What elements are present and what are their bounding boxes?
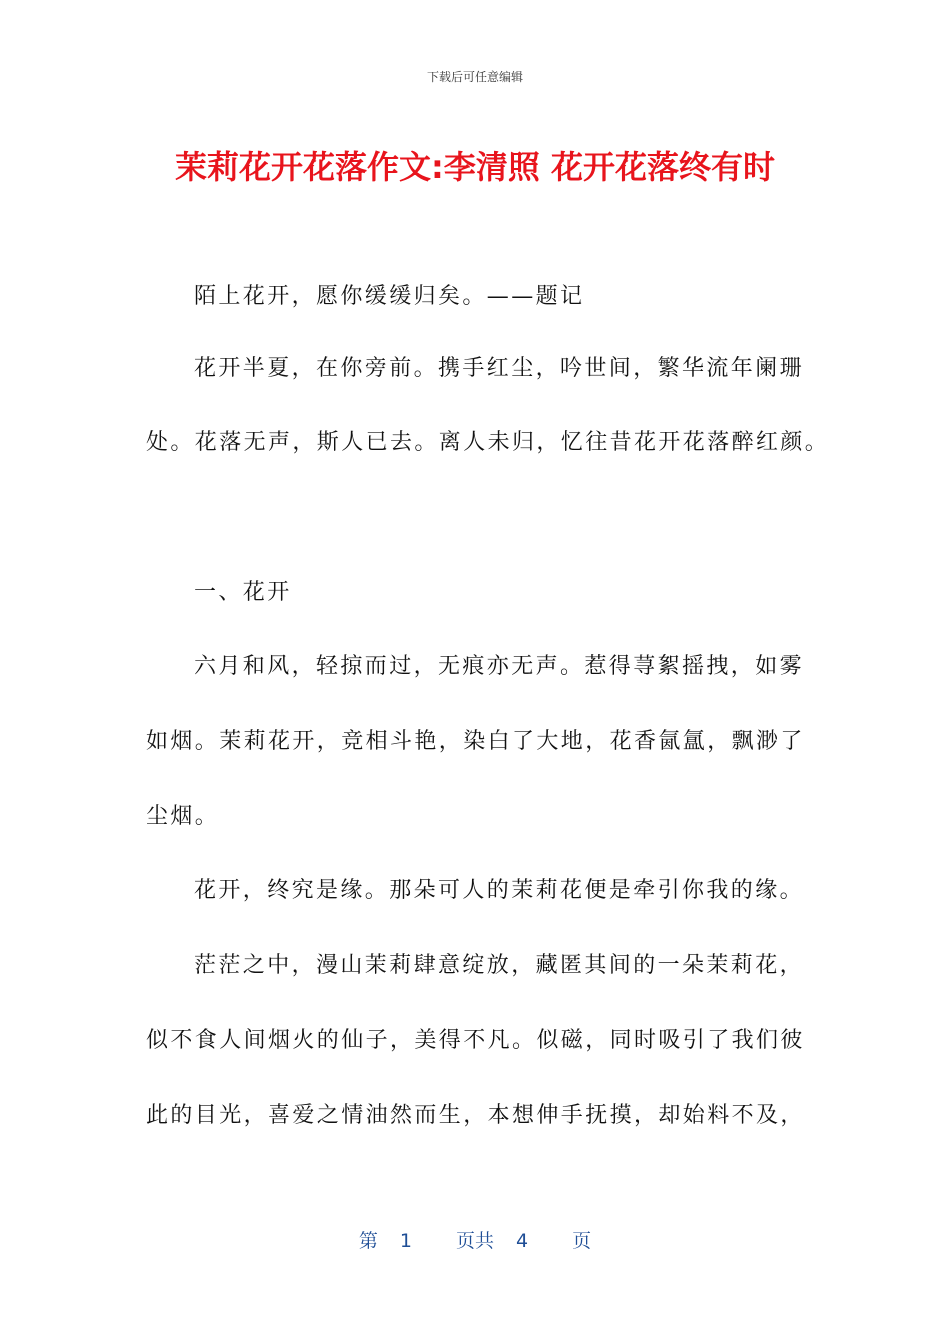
paragraph-line: 花开，终究是缘。那朵可人的茉莉花便是牵引你我的缘。	[194, 878, 805, 903]
footer-middle: 页共	[455, 1230, 494, 1252]
paragraph-line: 六月和风，轻掠而过，无痕亦无声。惹得荨絮摇拽，如雾	[194, 654, 805, 679]
paragraph-line: 似不食人间烟火的仙子，美得不凡。似磁，同时吸引了我们彼	[146, 1028, 805, 1053]
paragraph-epigraph: 陌上花开，愿你缓缓归矣。——题记	[194, 284, 585, 309]
section-heading: 一、花开	[194, 580, 292, 605]
paragraph-line: 尘烟。	[146, 804, 220, 829]
header-note: 下载后可任意编辑	[426, 70, 523, 84]
paragraph-line: 此的目光，喜爱之情油然而生，本想伸手抚摸，却始料不及，	[146, 1103, 805, 1128]
footer-total-pages: 4	[516, 1230, 529, 1252]
paragraph-line: 花开半夏，在你旁前。携手红尘，吟世间，繁华流年阑珊	[194, 356, 805, 381]
footer-suffix: 页	[572, 1230, 592, 1252]
page-footer	[0, 1226, 950, 1253]
paragraph-line: 处。花落无声，斯人已去。离人未归，忆往昔花开花落醉红颜。	[146, 430, 830, 455]
paragraph-line: 茫茫之中，漫山茉莉肆意绽放，藏匿其间的一朵茉莉花，	[194, 953, 805, 978]
document-title: 茉莉花开花落作文:李清照 花开花落终有时	[175, 148, 775, 186]
footer-page-number: 1	[399, 1230, 412, 1252]
footer-prefix: 第	[358, 1230, 378, 1252]
paragraph-line: 如烟。茉莉花开，竞相斗艳，染白了大地，花香氤氲，飘渺了	[146, 729, 805, 754]
